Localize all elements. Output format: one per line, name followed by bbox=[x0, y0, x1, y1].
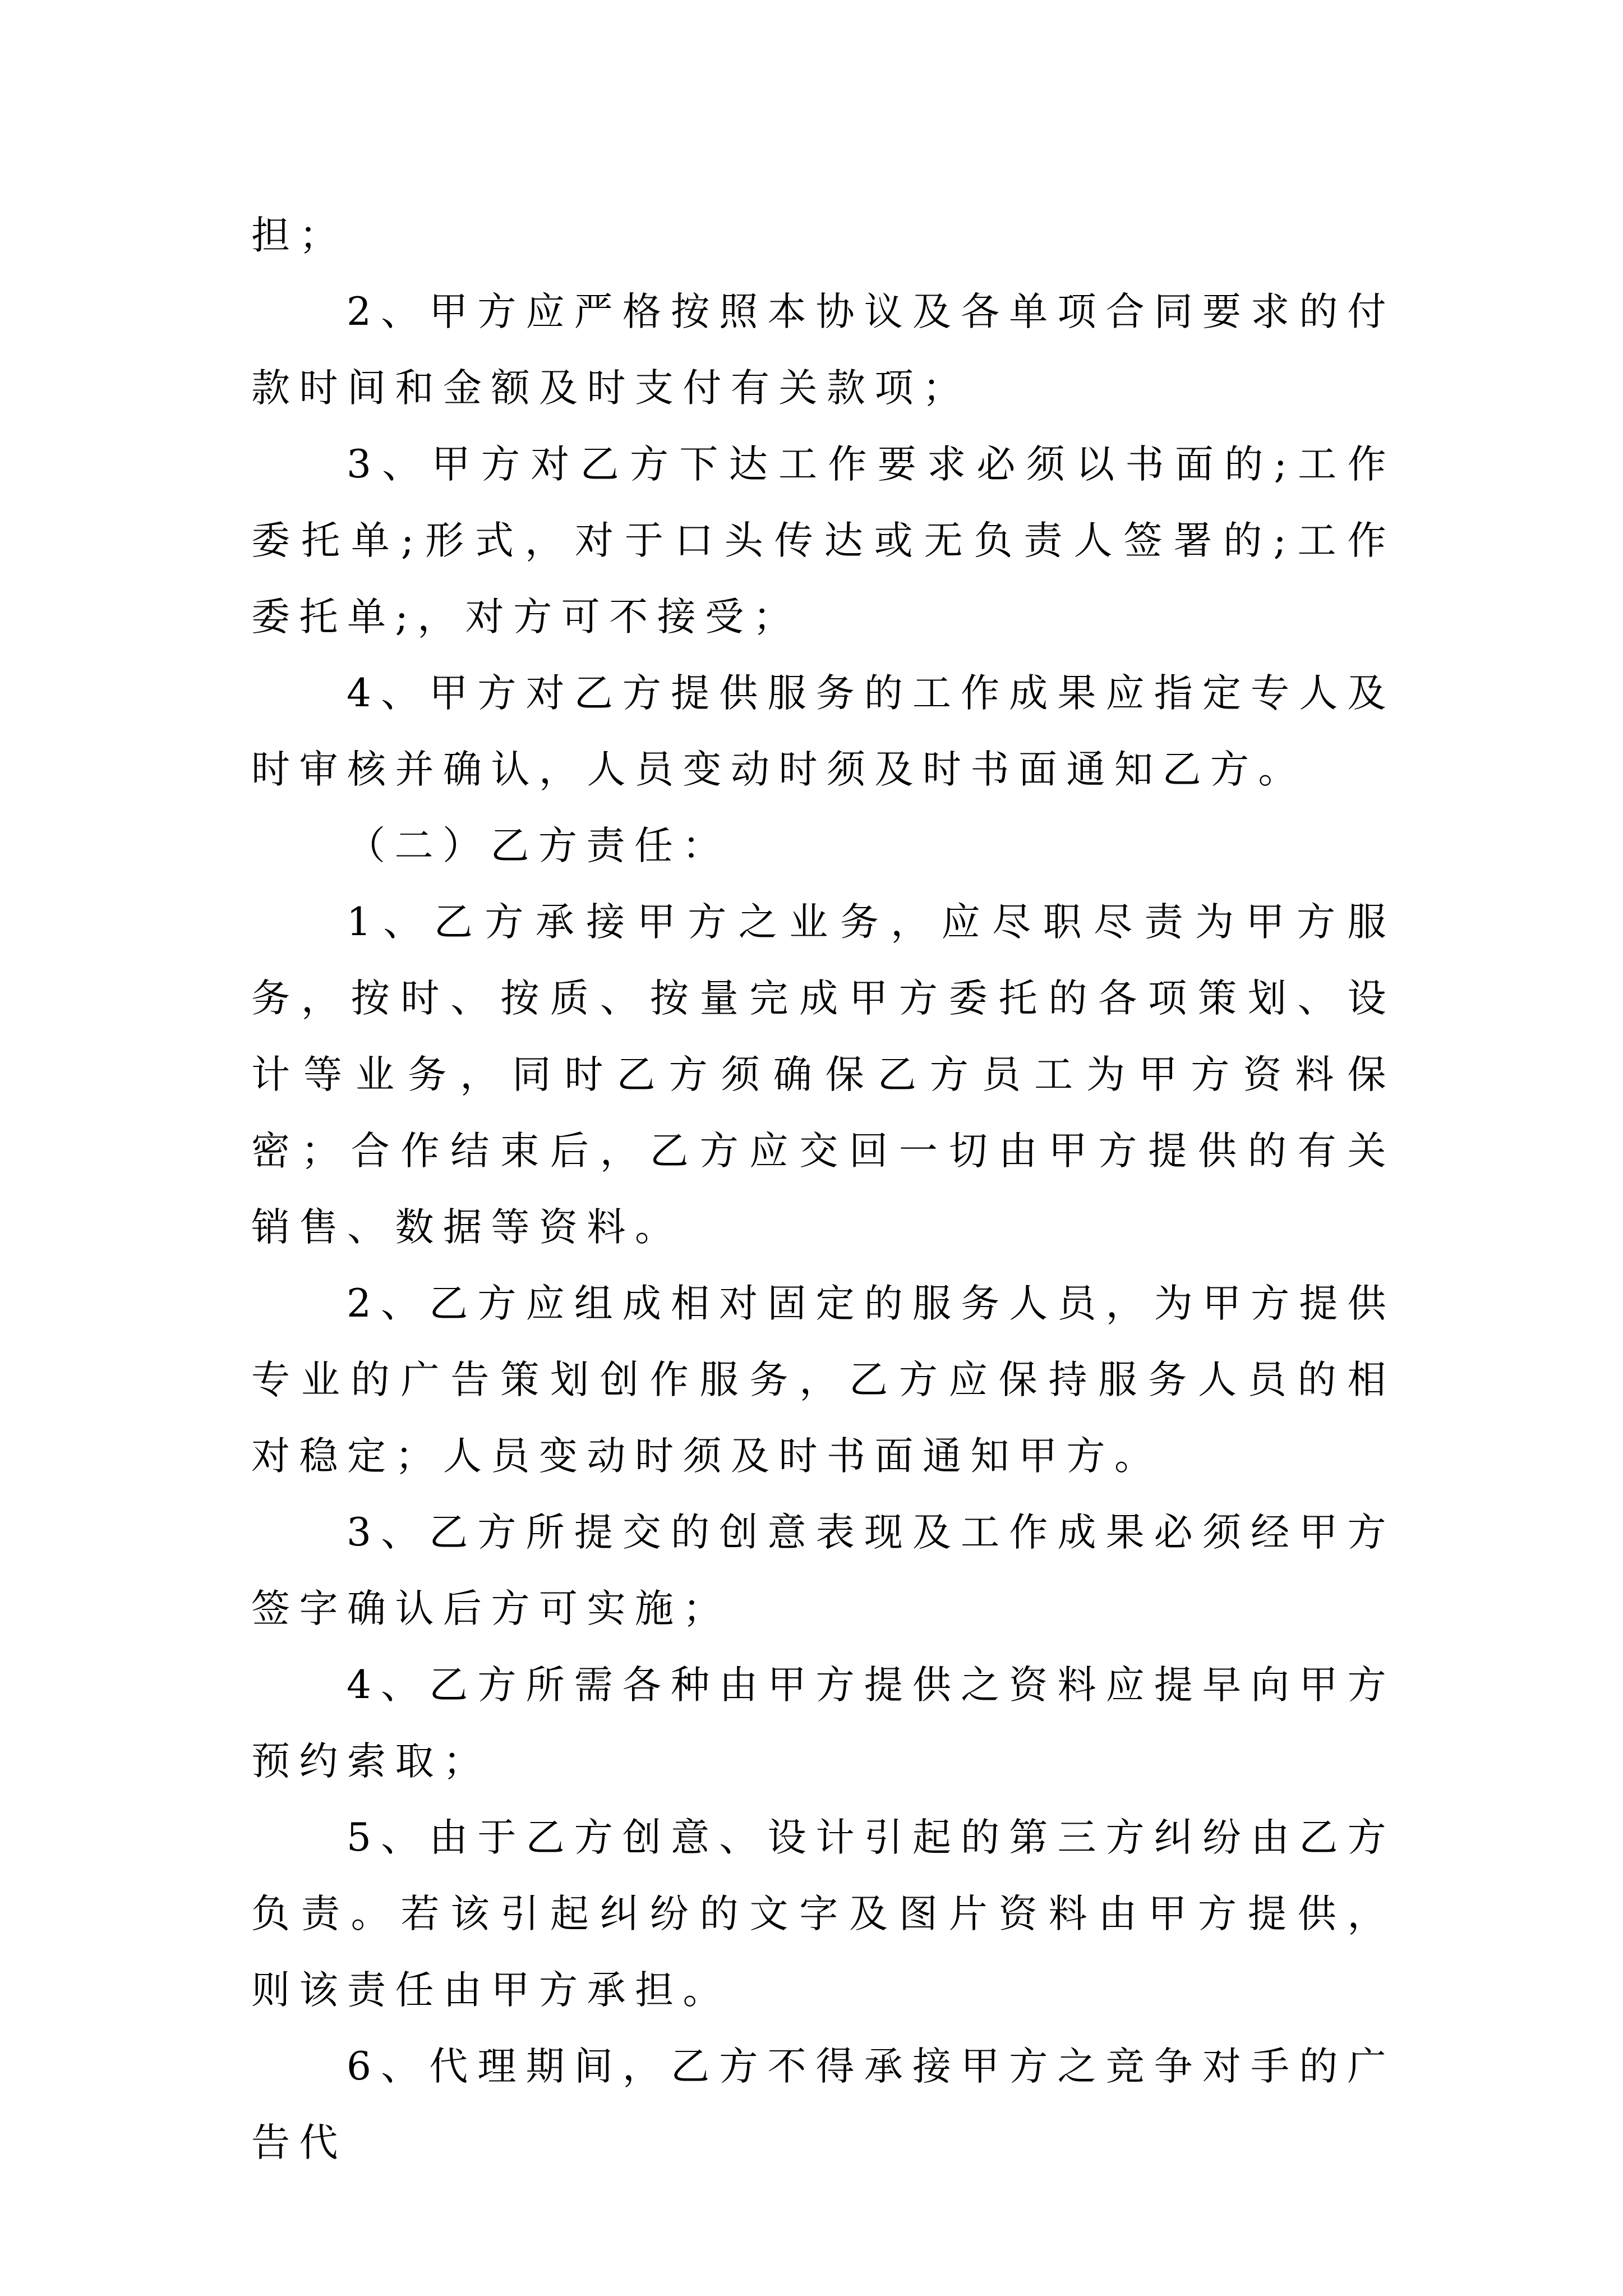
paragraph-party-a-item-4: 4、甲方对乙方提供服务的工作成果应指定专人及时审核并确认，人员变动时须及时书面通知乙方。 bbox=[251, 671, 1395, 792]
paragraph-party-b-item-2: 2、乙方应组成相对固定的服务人员，为甲方提供专业的广告策划创作服务，乙方应保持服务人员的相对稳定；人员变动时须及时书面通知甲方。 bbox=[251, 1281, 1395, 1479]
paragraph-party-a-item-3: 3、甲方对乙方下达工作要求必须以书面的;工作委托单;形式，对于口头传达或无负责人签署的;工作委托单;，对方可不接受； bbox=[251, 442, 1395, 639]
paragraph-party-b-item-6: 6、代理期间，乙方不得承接甲方之竞争对手的广告代 bbox=[251, 2044, 1395, 2165]
paragraph-continuation: 担； bbox=[251, 213, 347, 258]
section-heading-party-b: （二）乙方责任： bbox=[347, 823, 730, 868]
paragraph-party-b-item-5: 5、由于乙方创意、设计引起的第三方纠纷由乙方负责。若该引起纠纷的文字及图片资料由甲方提供，则该责任由甲方承担。 bbox=[251, 1815, 1395, 2013]
paragraph-party-a-item-2: 2、甲方应严格按照本协议及各单项合同要求的付款时间和金额及时支付有关款项； bbox=[251, 289, 1395, 411]
document-body bbox=[251, 197, 1395, 2181]
paragraph-party-b-item-1: 1、乙方承接甲方之业务，应尽职尽责为甲方服务，按时、按质、按量完成甲方委托的各项策划、设计等业务，同时乙方须确保乙方员工为甲方资料保密；合作结束后，乙方应交回一切由甲方提供的有关销售、数据等资料。 bbox=[251, 900, 1395, 1250]
paragraph-party-b-item-4: 4、乙方所需各种由甲方提供之资料应提早向甲方预约索取； bbox=[251, 1663, 1395, 1784]
paragraph-party-b-item-3: 3、乙方所提交的创意表现及工作成果必须经甲方签字确认后方可实施； bbox=[251, 1510, 1395, 1631]
